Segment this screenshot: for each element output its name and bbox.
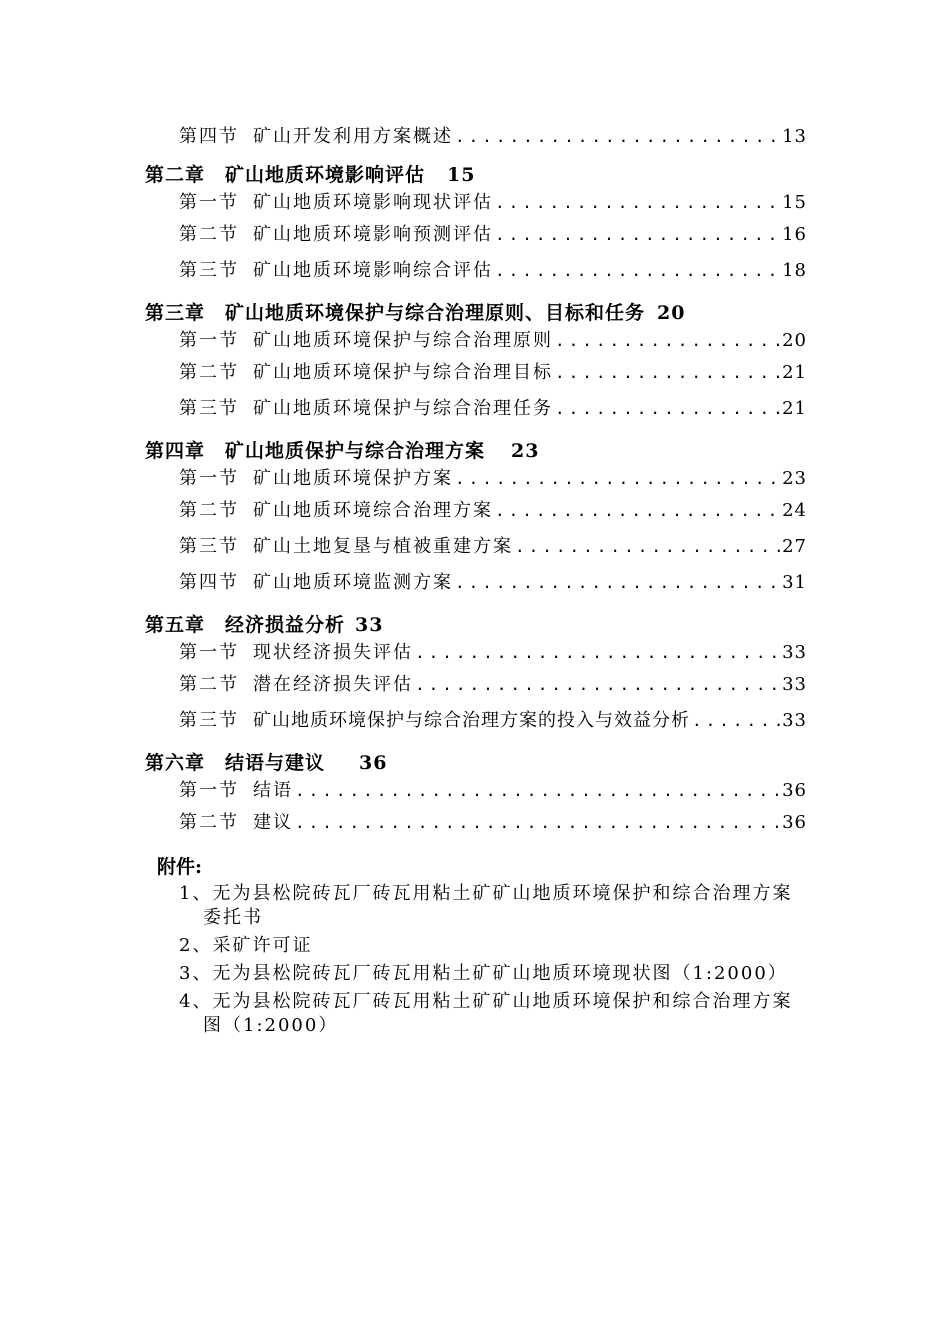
appendix-index: 4、 bbox=[179, 991, 213, 1012]
chapter-label: 第六章 bbox=[145, 752, 206, 774]
dot-leader bbox=[493, 225, 782, 244]
page-number: 33 bbox=[782, 674, 807, 695]
page-number: 24 bbox=[782, 500, 807, 521]
table-of-contents bbox=[145, 122, 807, 844]
dot-leader bbox=[513, 537, 782, 556]
appendix-item-3 bbox=[179, 962, 807, 986]
toc-section-4-1[interactable] bbox=[145, 464, 807, 496]
appendix-list bbox=[157, 852, 807, 1038]
toc-section-6-2[interactable] bbox=[145, 808, 807, 844]
section-label: 第三节 bbox=[179, 536, 239, 557]
section-title: 矿山地质环境影响综合评估 bbox=[253, 260, 493, 281]
page-number: 20 bbox=[782, 330, 807, 351]
dot-leader bbox=[690, 711, 782, 730]
page-number: 21 bbox=[782, 398, 807, 419]
chapter-title: 矿山地质保护与综合治理方案 bbox=[225, 440, 486, 462]
toc-section-2-2[interactable] bbox=[145, 220, 807, 256]
toc-chapter-4[interactable] bbox=[145, 436, 807, 464]
dot-leader bbox=[553, 399, 782, 418]
section-title: 潜在经济损失评估 bbox=[253, 674, 413, 695]
section-title: 矿山地质环境保护方案 bbox=[253, 468, 453, 489]
appendix-index: 1、 bbox=[179, 883, 213, 904]
page-number: 27 bbox=[782, 536, 807, 557]
page-number: 33 bbox=[782, 710, 807, 731]
chapter-title: 矿山地质环境保护与综合治理原则、目标和任务 bbox=[225, 302, 646, 324]
section-title: 矿山地质环境保护与综合治理原则 bbox=[253, 330, 553, 351]
appendix-text: 无为县松院砖瓦厂砖瓦用粘土矿矿山地质环境保护和综合治理方案委托书 bbox=[203, 883, 793, 928]
dot-leader bbox=[493, 193, 782, 212]
section-title: 结语 bbox=[253, 780, 293, 801]
toc-section-4-4[interactable] bbox=[145, 568, 807, 604]
page-number: 23 bbox=[511, 440, 540, 462]
section-title: 现状经济损失评估 bbox=[253, 642, 413, 663]
appendix-index: 2、 bbox=[179, 935, 213, 956]
toc-section-3-2[interactable] bbox=[145, 358, 807, 394]
appendix-text: 无为县松院砖瓦厂砖瓦用粘土矿矿山地质环境保护和综合治理方案图（1:2000） bbox=[203, 991, 793, 1036]
section-title: 矿山地质环境监测方案 bbox=[253, 572, 453, 593]
section-label: 第二节 bbox=[179, 812, 239, 833]
section-label: 第一节 bbox=[179, 192, 239, 213]
chapter-title: 结语与建议 bbox=[225, 752, 326, 774]
appendix-item-4 bbox=[179, 990, 807, 1038]
page-number: 23 bbox=[782, 468, 807, 489]
section-title: 矿山地质环境影响现状评估 bbox=[253, 192, 493, 213]
appendix-index: 3、 bbox=[179, 963, 213, 984]
toc-section-3-1[interactable] bbox=[145, 326, 807, 358]
chapter-label: 第四章 bbox=[145, 440, 206, 462]
dot-leader bbox=[453, 127, 782, 146]
section-title: 建议 bbox=[253, 812, 293, 833]
section-title: 矿山地质环境保护与综合治理任务 bbox=[253, 398, 553, 419]
section-label: 第四节 bbox=[179, 572, 239, 593]
dot-leader bbox=[553, 363, 782, 382]
chapter-label: 第五章 bbox=[145, 614, 206, 636]
section-label: 第二节 bbox=[179, 500, 239, 521]
section-label: 第一节 bbox=[179, 642, 239, 663]
appendix-text: 无为县松院砖瓦厂砖瓦用粘土矿矿山地质环境现状图（1:2000） bbox=[212, 963, 788, 984]
chapter-label: 第三章 bbox=[145, 302, 206, 324]
appendix-item-2 bbox=[179, 934, 807, 958]
dot-leader bbox=[453, 469, 782, 488]
toc-section-6-1[interactable] bbox=[145, 776, 807, 808]
toc-section-4-3[interactable] bbox=[145, 532, 807, 568]
toc-section-2-1[interactable] bbox=[145, 188, 807, 220]
section-label: 第一节 bbox=[179, 468, 239, 489]
appendix-title: 附件: bbox=[157, 856, 203, 878]
page-number: 18 bbox=[782, 260, 807, 281]
page-number: 15 bbox=[447, 164, 476, 186]
dot-leader bbox=[293, 813, 782, 832]
section-title: 矿山开发利用方案概述 bbox=[253, 126, 453, 147]
dot-leader bbox=[493, 501, 782, 520]
page-number: 36 bbox=[782, 780, 807, 801]
page-number: 21 bbox=[782, 362, 807, 383]
section-label: 第一节 bbox=[179, 330, 239, 351]
section-title: 矿山地质环境综合治理方案 bbox=[253, 500, 493, 521]
dot-leader bbox=[413, 643, 782, 662]
chapter-label: 第二章 bbox=[145, 164, 206, 186]
chapter-title: 经济损益分析 bbox=[225, 614, 346, 636]
dot-leader bbox=[493, 261, 782, 280]
toc-section-5-3[interactable] bbox=[145, 706, 807, 742]
toc-section-2-3[interactable] bbox=[145, 256, 807, 292]
toc-chapter-3[interactable] bbox=[145, 298, 807, 326]
dot-leader bbox=[293, 781, 782, 800]
page-number: 31 bbox=[782, 572, 807, 593]
section-title: 矿山地质环境保护与综合治理目标 bbox=[253, 362, 553, 383]
section-label: 第三节 bbox=[179, 710, 239, 731]
toc-chapter-6[interactable] bbox=[145, 748, 807, 776]
section-label: 第二节 bbox=[179, 224, 239, 245]
dot-leader bbox=[453, 573, 782, 592]
chapter-title: 矿山地质环境影响评估 bbox=[225, 164, 426, 186]
toc-section-5-2[interactable] bbox=[145, 670, 807, 706]
section-label: 第二节 bbox=[179, 674, 239, 695]
section-label: 第四节 bbox=[179, 126, 239, 147]
dot-leader bbox=[413, 675, 782, 694]
toc-section-5-1[interactable] bbox=[145, 638, 807, 670]
toc-chapter-2[interactable] bbox=[145, 160, 807, 188]
page-number: 33 bbox=[355, 614, 384, 636]
section-label: 第三节 bbox=[179, 260, 239, 281]
dot-leader bbox=[553, 331, 782, 350]
section-label: 第三节 bbox=[179, 398, 239, 419]
page-number: 16 bbox=[782, 224, 807, 245]
section-title: 矿山土地复垦与植被重建方案 bbox=[253, 536, 513, 557]
section-title: 矿山地质环境影响预测评估 bbox=[253, 224, 493, 245]
section-label: 第一节 bbox=[179, 780, 239, 801]
toc-section-1-4[interactable] bbox=[145, 122, 807, 154]
page-number: 15 bbox=[782, 192, 807, 213]
toc-section-3-3[interactable] bbox=[145, 394, 807, 430]
page-number: 36 bbox=[359, 752, 388, 774]
section-label: 第二节 bbox=[179, 362, 239, 383]
appendix-text: 采矿许可证 bbox=[212, 935, 313, 956]
page-number: 36 bbox=[782, 812, 807, 833]
toc-chapter-5[interactable] bbox=[145, 610, 807, 638]
appendix-item-1 bbox=[179, 882, 807, 930]
toc-section-4-2[interactable] bbox=[145, 496, 807, 532]
page-number: 33 bbox=[782, 642, 807, 663]
page-number: 20 bbox=[657, 302, 686, 324]
page-number: 13 bbox=[782, 126, 807, 147]
section-title: 矿山地质环境保护与综合治理方案的投入与效益分析 bbox=[253, 710, 690, 731]
